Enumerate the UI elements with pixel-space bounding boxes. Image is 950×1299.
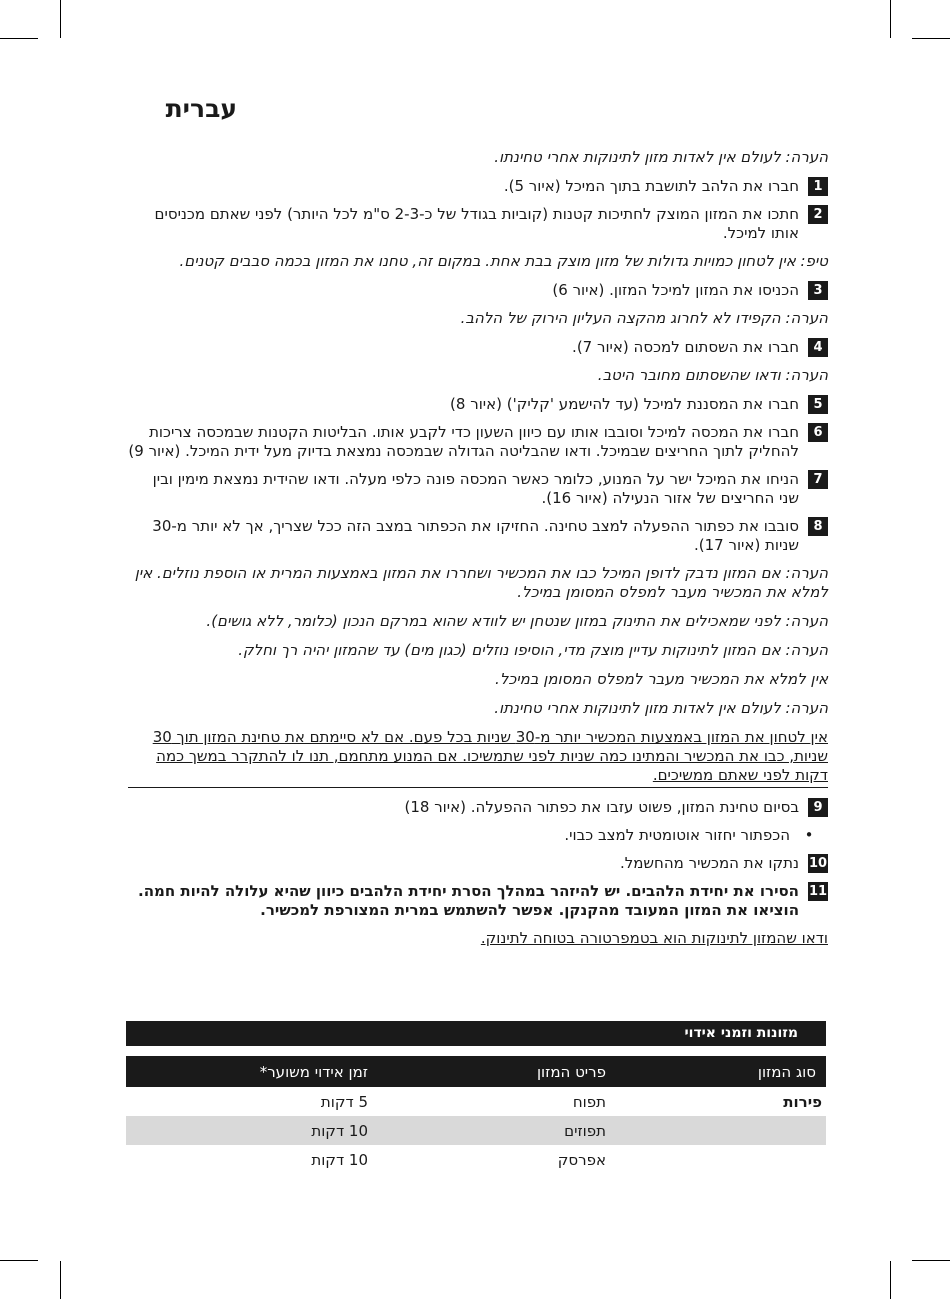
final-note: ודאו שהמזון לתינוקות הוא בטמפרטורה בטוחה לתינוק. xyxy=(480,929,828,947)
cell-steam-time xyxy=(126,1087,368,1116)
step-11 xyxy=(128,882,828,920)
step-number: 7 xyxy=(808,470,828,489)
note: הערה: אם המזון לתינוקות עדיין מוצק מדי, הוסיפו נוזלים (כגון מים) עד שהמזון יהיה רך וחלק. xyxy=(238,641,828,659)
cell-food-item xyxy=(368,1116,606,1145)
step-number: 8 xyxy=(808,517,828,536)
cell-food-type xyxy=(606,1145,826,1174)
crop-mark xyxy=(0,38,38,39)
cell-food-type xyxy=(606,1087,826,1116)
step-number: 6 xyxy=(808,423,828,442)
note: הערה: לעולם אין לאדות מזון לתינוקות אחרי טחינתו. xyxy=(494,148,828,166)
step-text-part: הוציאו את המזון המעובד מהקנקן. אפשר להשתמש במרית המצורפת למכשיר. xyxy=(260,901,799,919)
warning-text: אין לטחון את המזון באמצעות המכשיר יותר מ-30 שניות בכל פעם. אם לא סיימתם את טחינת המזון תוך 30 שניות, כבו את המכשיר והמתינו כמה שניות לפני שתמשיכו. אם המנוע מתחמם, תנו לו להתקרר במשך כמה דקות לפני שאתם ממשיכים. xyxy=(128,728,828,788)
step-2 xyxy=(128,205,828,243)
table-row xyxy=(126,1087,826,1116)
cell-food-type xyxy=(606,1116,826,1145)
step-number: 2 xyxy=(808,205,828,224)
cell-steam-time xyxy=(126,1116,368,1145)
step-text: חברו את המסננת למיכל (עד להישמע 'קליק') (איור 8) xyxy=(450,395,799,413)
table-header-row xyxy=(126,1056,826,1087)
step-1 xyxy=(128,177,828,196)
crop-mark xyxy=(890,0,891,38)
step-text: חברו את השסתום למכסה (איור 7). xyxy=(572,338,799,356)
note: הערה: אם המזון נדבק לדופן המיכל כבו את המכשיר ושחררו את המזון באמצעות המרית או הוספת נוזלים. אין למלא את המכשיר מעבר למפלס המסומן במיכל. xyxy=(134,564,828,601)
table-title: מזונות וזמני אידוי xyxy=(126,1021,826,1046)
cell-text: פירות xyxy=(783,1092,822,1111)
header-steam-time xyxy=(126,1056,368,1087)
step-text: הכניסו את המזון למיכל המזון. (איור 6) xyxy=(552,281,799,299)
crop-mark xyxy=(0,1260,38,1261)
step-10 xyxy=(128,854,828,873)
step-number: 10 xyxy=(808,856,828,871)
crop-mark xyxy=(912,38,950,39)
note: אין למלא את המכשיר מעבר למפלס המסומן במיכל. xyxy=(495,670,828,688)
step-7 xyxy=(128,470,828,508)
cell-text: 10 דקות xyxy=(311,1150,368,1169)
cell-text: 5 דקות xyxy=(320,1092,368,1111)
step-5 xyxy=(128,395,828,414)
step-8 xyxy=(128,517,828,555)
header-steam-time-label: זמן אידוי משוער* xyxy=(259,1062,368,1081)
step-6 xyxy=(128,423,828,461)
note: הערה: לעולם אין לאדות מזון לתינוקות אחרי טחינתו. xyxy=(494,699,828,717)
note: הערה: הקפידו לא לחרוג מהקצה העליון הירוק של הלהב. xyxy=(460,309,828,327)
step-text: חברו את המכסה למיכל וסובבו אותו עם כיוון השעון כדי לקבע אותו. הבליטות הקטנות שבמכסה צריכות להחליק לתוך החריצים שבמיכל. ודאו שהבליטה הגדולה שבמכסה נמצאת בדיוק מעל ידית המיכל. (איור 9) xyxy=(128,423,799,460)
crop-mark xyxy=(890,1261,891,1299)
step-text: בסיום טחינת המזון, פשוט עזבו את כפתור ההפעלה. (איור 18) xyxy=(404,798,799,816)
bullet-icon: • xyxy=(804,826,814,844)
steaming-times-table xyxy=(126,1056,826,1174)
step-number: 5 xyxy=(808,395,828,414)
note: הערה: לפני שמאכילים את התינוק במזון שנטחן יש לוודא שהוא במרקם הנכון (כלומר, ללא גושים). xyxy=(206,612,828,630)
header-food-item xyxy=(368,1056,606,1087)
crop-mark xyxy=(60,1261,61,1299)
cell-food-item xyxy=(368,1145,606,1174)
table-row xyxy=(126,1145,826,1174)
step-text-part: הסירו את יחידת הלהבים. יש להיזהר במהלך הסרת יחידת הלהבים כיוון שהיא עלולה להיות חמה. xyxy=(138,882,799,900)
bullet-text: הכפתור יחזור אוטומטית למצב כבוי. xyxy=(564,826,790,844)
step-text xyxy=(128,882,799,920)
cell-text: תפוזים xyxy=(564,1121,606,1140)
instructions-section xyxy=(128,148,828,958)
tip: טיפ: אין לטחון כמויות גדולות של מזון מוצק בבת אחת. במקום זה, טחנו את המזון בכמה סבבים קטנים. xyxy=(179,252,828,270)
cell-steam-time xyxy=(126,1145,368,1174)
step-4 xyxy=(128,338,828,357)
crop-mark xyxy=(60,0,61,38)
crop-mark xyxy=(912,1260,950,1261)
step-number: 9 xyxy=(808,798,828,817)
cell-text: אפרסק xyxy=(557,1150,606,1169)
step-text: סובבו את כפתור ההפעלה למצב טחינה. החזיקו את הכפתור במצב הזה ככל שצריך, אך לא יותר מ-30 שניות (איור 17). xyxy=(152,517,799,554)
step-text: הניחו את המיכל ישר על המנוע, כלומר כאשר המכסה פונה כלפי מעלה. ודאו שהידית נמצאת מימין ובין שני החריצים של אזור הנעילה (איור 16). xyxy=(152,470,799,507)
header-food-type-label: סוג המזון xyxy=(757,1062,816,1081)
header-food-type xyxy=(606,1056,826,1087)
cell-text: 10 דקות xyxy=(311,1121,368,1140)
step-number: 1 xyxy=(808,177,828,196)
table-row xyxy=(126,1116,826,1145)
note: הערה: ודאו שהשסתום מחובר היטב. xyxy=(597,366,828,384)
step-number: 3 xyxy=(808,281,828,300)
step-9 xyxy=(128,798,828,817)
step-text: חתכו את המזון המוצק לחתיכות קטנות (קוביות בגודל של כ-2-3 ס"מ לכל היותר) לפני שאתם מכניסים אותו למיכל. xyxy=(154,205,799,242)
step-text: חברו את הלהב לתושבת בתוך המיכל (איור 5). xyxy=(503,177,799,195)
cell-food-item xyxy=(368,1087,606,1116)
step-number: 4 xyxy=(808,338,828,357)
cell-text: תפוח xyxy=(572,1092,606,1111)
step-text: נתקו את המכשיר מהחשמל. xyxy=(619,854,799,872)
step-3 xyxy=(128,281,828,300)
bullet-item xyxy=(128,826,828,845)
language-heading: עברית xyxy=(165,94,237,123)
step-number: 11 xyxy=(808,884,828,899)
header-food-item-label: פריט המזון xyxy=(536,1062,606,1081)
